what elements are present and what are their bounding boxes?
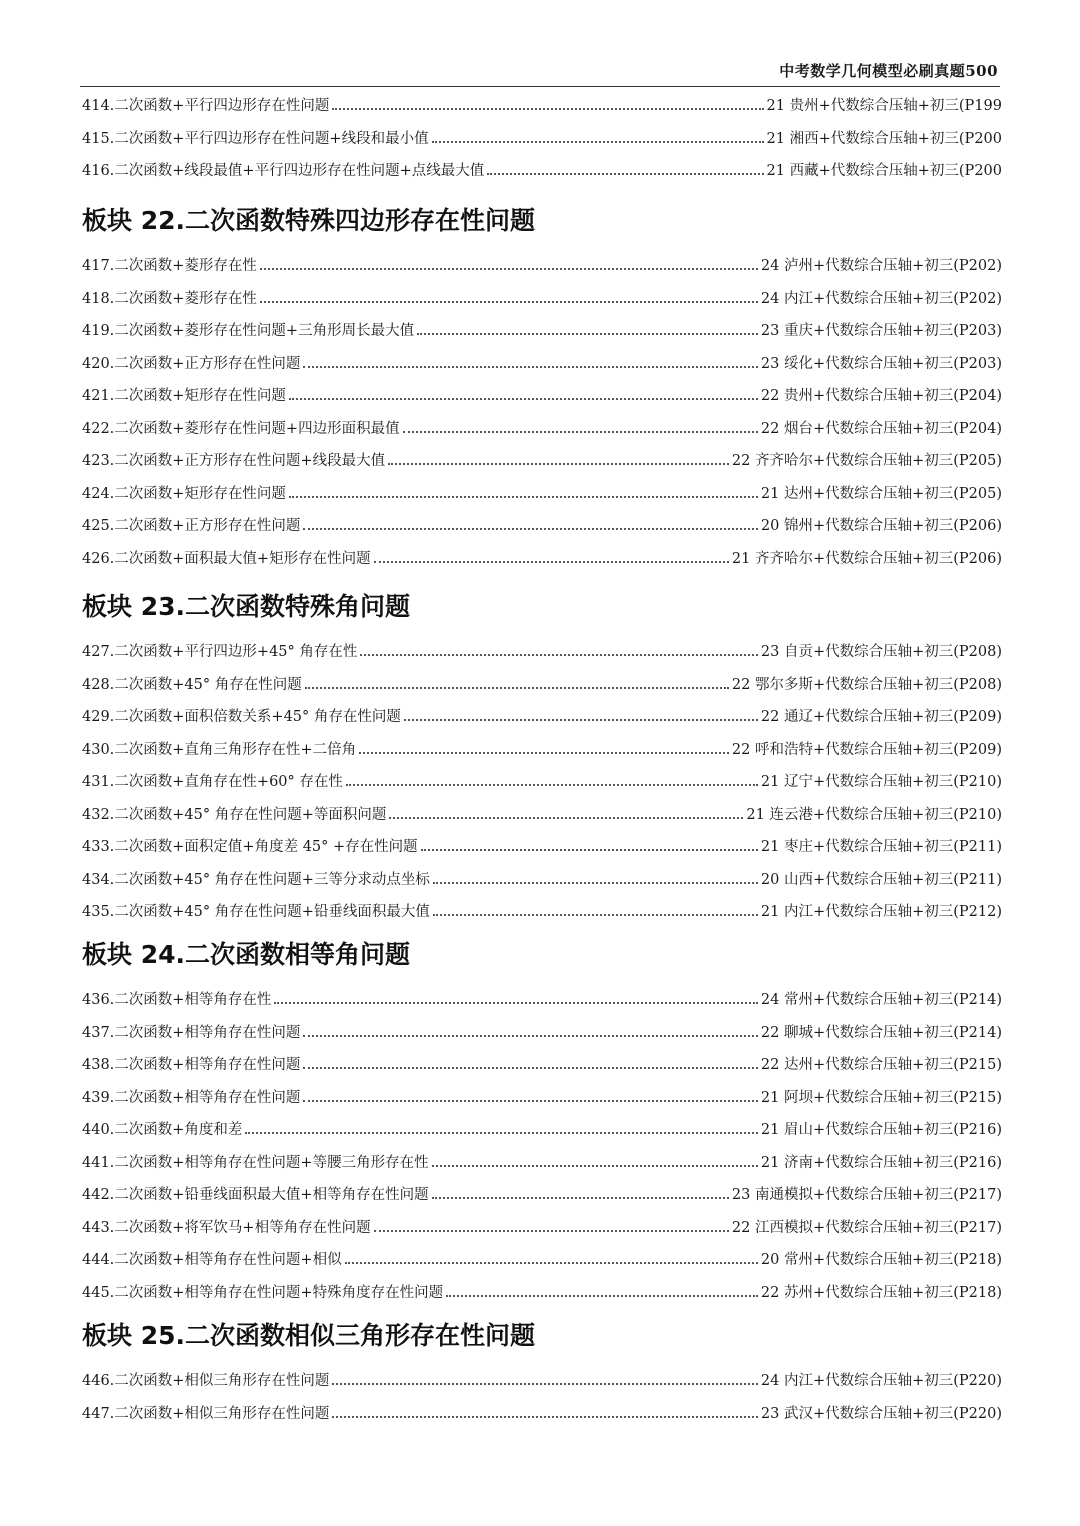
dot-leader	[389, 817, 743, 819]
toc-entry[interactable]	[82, 283, 1002, 316]
entry-reference: 22 江西模拟+代数综合压轴+初三(P217)	[731, 1219, 1002, 1236]
entry-reference: 20 山西+代数综合压轴+初三(P211)	[760, 871, 1002, 888]
section-heading: 板块 24.二次函数相等角问题	[82, 940, 410, 969]
toc-entry[interactable]	[82, 510, 1002, 543]
dot-leader	[245, 1132, 757, 1134]
toc-entry[interactable]	[82, 1277, 1002, 1310]
toc-entry[interactable]	[82, 90, 1002, 123]
dot-leader	[421, 849, 758, 851]
dot-leader	[487, 173, 763, 175]
toc-entry[interactable]	[82, 1212, 1002, 1245]
toc-entry[interactable]	[82, 155, 1002, 188]
toc-entry[interactable]	[82, 669, 1002, 702]
entry-reference: 24 内江+代数综合压轴+初三(P220)	[760, 1373, 1002, 1389]
entry-topic: 435.二次函数+45° 角存在性问题+铅垂线面积最大值	[82, 904, 430, 920]
dot-leader	[432, 1197, 729, 1199]
dot-leader	[446, 1295, 758, 1297]
entry-topic: 418.二次函数+菱形存在性	[82, 290, 257, 307]
toc-section-22	[82, 198, 1002, 575]
section-heading: 板块 25.二次函数相似三角形存在性问题	[82, 1321, 535, 1350]
entry-reference: 23 南通模拟+代数综合压轴+初三(P217)	[731, 1187, 1002, 1203]
toc-entry[interactable]	[82, 543, 1002, 576]
entry-reference: 23 绥化+代数综合压轴+初三(P203)	[760, 355, 1002, 372]
section-heading: 板块 23.二次函数特殊角问题	[82, 592, 410, 621]
dot-leader	[345, 1262, 758, 1264]
entry-reference: 21 齐齐哈尔+代数综合压轴+初三(P206)	[731, 550, 1002, 567]
entry-reference: 21 枣庄+代数综合压轴+初三(P211)	[760, 839, 1002, 855]
entry-reference: 21 贵州+代数综合压轴+初三(P199	[766, 98, 1002, 114]
toc-entry[interactable]	[82, 1049, 1002, 1082]
dot-leader	[360, 654, 757, 656]
dot-leader	[403, 431, 758, 433]
entry-reference: 22 烟台+代数综合压轴+初三(P204)	[760, 420, 1002, 437]
dot-leader	[332, 1416, 757, 1418]
entry-reference: 22 苏州+代数综合压轴+初三(P218)	[760, 1284, 1002, 1301]
entry-reference: 22 达州+代数综合压轴+初三(P215)	[760, 1057, 1002, 1073]
toc-entry[interactable]	[82, 413, 1002, 446]
dot-leader	[274, 1002, 757, 1004]
entry-reference: 20 常州+代数综合压轴+初三(P218)	[760, 1252, 1002, 1268]
toc-entry[interactable]	[82, 766, 1002, 799]
dot-leader	[305, 687, 729, 689]
entry-reference: 21 阿坝+代数综合压轴+初三(P215)	[760, 1089, 1002, 1106]
dot-leader	[289, 496, 758, 498]
entry-reference: 20 锦州+代数综合压轴+初三(P206)	[760, 518, 1002, 534]
entry-topic: 437.二次函数+相等角存在性问题	[82, 1024, 301, 1041]
entry-reference: 21 眉山+代数综合压轴+初三(P216)	[760, 1122, 1002, 1138]
entry-topic: 432.二次函数+45° 角存在性问题+等面积问题	[82, 806, 387, 823]
dot-leader	[404, 719, 758, 721]
entry-reference: 23 自贡+代数综合压轴+初三(P208)	[760, 644, 1002, 660]
entry-topic: 434.二次函数+45° 角存在性问题+三等分求动点坐标	[82, 871, 430, 888]
entry-topic: 445.二次函数+相等角存在性问题+特殊角度存在性问题	[82, 1284, 444, 1301]
entry-topic: 414.二次函数+平行四边形存在性问题	[82, 98, 330, 114]
entry-reference: 22 聊城+代数综合压轴+初三(P214)	[760, 1024, 1002, 1041]
header-divider	[80, 86, 1000, 87]
entry-topic: 416.二次函数+线段最值+平行四边形存在性问题+点线最大值	[82, 163, 485, 179]
toc-entry[interactable]	[82, 1147, 1002, 1180]
dot-leader	[303, 528, 757, 530]
entry-reference: 22 通辽+代数综合压轴+初三(P209)	[760, 709, 1002, 725]
dot-leader	[303, 1100, 757, 1102]
section-heading: 板块 22.二次函数特殊四边形存在性问题	[82, 206, 535, 235]
toc-entry[interactable]	[82, 1398, 1002, 1431]
entry-reference: 23 重庆+代数综合压轴+初三(P203)	[760, 323, 1002, 339]
dot-leader	[303, 1067, 757, 1069]
entry-topic: 428.二次函数+45° 角存在性问题	[82, 676, 302, 693]
entry-reference: 21 西藏+代数综合压轴+初三(P200	[766, 163, 1002, 179]
dot-leader	[303, 1035, 757, 1037]
entry-topic: 446.二次函数+相似三角形存在性问题	[82, 1373, 330, 1389]
toc-entry[interactable]	[82, 348, 1002, 381]
entry-topic: 417.二次函数+菱形存在性	[82, 258, 257, 274]
toc-section-24	[82, 932, 1002, 1309]
toc-entry[interactable]	[82, 734, 1002, 767]
entry-topic: 427.二次函数+平行四边形+45° 角存在性	[82, 644, 358, 660]
entry-topic: 444.二次函数+相等角存在性问题+相似	[82, 1252, 342, 1268]
toc-entry[interactable]	[82, 1244, 1002, 1277]
dot-leader	[332, 1383, 757, 1385]
toc-entry[interactable]	[82, 250, 1002, 283]
entry-topic: 425.二次函数+正方形存在性问题	[82, 518, 301, 534]
entry-reference: 24 常州+代数综合压轴+初三(P214)	[760, 992, 1002, 1008]
entry-reference: 24 泸州+代数综合压轴+初三(P202)	[760, 258, 1002, 274]
entry-topic: 415.二次函数+平行四边形存在性问题+线段和最小值	[82, 130, 429, 147]
entry-topic: 424.二次函数+矩形存在性问题	[82, 485, 286, 502]
entry-topic: 439.二次函数+相等角存在性问题	[82, 1089, 301, 1106]
entry-topic: 426.二次函数+面积最大值+矩形存在性问题	[82, 550, 371, 567]
toc-entry[interactable]	[82, 984, 1002, 1017]
dot-leader	[260, 268, 758, 270]
entry-topic: 447.二次函数+相似三角形存在性问题	[82, 1405, 330, 1422]
entry-topic: 429.二次函数+面积倍数关系+45° 角存在性问题	[82, 709, 401, 725]
dot-leader	[289, 398, 758, 400]
entry-topic: 441.二次函数+相等角存在性问题+等腰三角形存在性	[82, 1154, 429, 1171]
dot-leader	[433, 914, 758, 916]
entry-reference: 21 连云港+代数综合压轴+初三(P210)	[746, 806, 1002, 823]
entry-topic: 431.二次函数+直角存在性+60° 存在性	[82, 774, 343, 790]
dot-leader	[432, 141, 764, 143]
entry-topic: 430.二次函数+直角三角形存在性+二倍角	[82, 741, 357, 758]
entry-reference: 21 辽宁+代数综合压轴+初三(P210)	[760, 774, 1002, 790]
toc-entry[interactable]	[82, 896, 1002, 929]
entry-reference: 21 济南+代数综合压轴+初三(P216)	[760, 1154, 1002, 1171]
toc-entry[interactable]	[82, 701, 1002, 734]
dot-leader	[303, 366, 757, 368]
toc-entry[interactable]	[82, 380, 1002, 413]
entry-reference: 22 呼和浩特+代数综合压轴+初三(P209)	[731, 741, 1002, 758]
entry-topic: 422.二次函数+菱形存在性问题+四边形面积最值	[82, 420, 400, 437]
dot-leader	[432, 1165, 758, 1167]
toc-entry[interactable]	[82, 478, 1002, 511]
entry-topic: 443.二次函数+将军饮马+相等角存在性问题	[82, 1219, 371, 1236]
entry-reference: 21 内江+代数综合压轴+初三(P212)	[760, 904, 1002, 920]
dot-leader	[374, 1230, 729, 1232]
toc-entry[interactable]	[82, 1179, 1002, 1212]
entry-topic: 420.二次函数+正方形存在性问题	[82, 355, 301, 372]
entry-reference: 22 齐齐哈尔+代数综合压轴+初三(P205)	[731, 453, 1002, 469]
entry-topic: 419.二次函数+菱形存在性问题+三角形周长最大值	[82, 323, 415, 339]
entry-topic: 433.二次函数+面积定值+角度差 45° +存在性问题	[82, 839, 418, 855]
entry-topic: 421.二次函数+矩形存在性问题	[82, 388, 286, 404]
dot-leader	[433, 882, 758, 884]
dot-leader	[388, 463, 729, 465]
toc-entry[interactable]	[82, 123, 1002, 156]
dot-leader	[417, 333, 758, 335]
entry-reference: 22 贵州+代数综合压轴+初三(P204)	[760, 388, 1002, 404]
dot-leader	[359, 752, 729, 754]
entry-reference: 21 达州+代数综合压轴+初三(P205)	[760, 485, 1002, 502]
toc-entry[interactable]	[82, 1017, 1002, 1050]
toc-entry[interactable]	[82, 799, 1002, 832]
entry-reference: 21 湘西+代数综合压轴+初三(P200	[766, 130, 1002, 147]
dot-leader	[346, 784, 758, 786]
toc-section-23	[82, 584, 1002, 929]
running-header-title: 中考数学几何模型必刷真题500	[779, 62, 998, 80]
entry-reference: 24 内江+代数综合压轴+初三(P202)	[760, 290, 1002, 307]
entry-topic: 436.二次函数+相等角存在性	[82, 992, 272, 1008]
entry-reference: 22 鄂尔多斯+代数综合压轴+初三(P208)	[731, 676, 1002, 693]
toc-entry[interactable]	[82, 1365, 1002, 1398]
toc-entry[interactable]	[82, 864, 1002, 897]
toc-entry[interactable]	[82, 636, 1002, 669]
entry-topic: 440.二次函数+角度和差	[82, 1122, 243, 1138]
entry-reference: 23 武汉+代数综合压轴+初三(P220)	[760, 1405, 1002, 1422]
toc-section-25	[82, 1313, 1002, 1430]
toc-entry[interactable]	[82, 831, 1002, 864]
toc-entry[interactable]	[82, 1114, 1002, 1147]
entry-topic: 438.二次函数+相等角存在性问题	[82, 1057, 301, 1073]
toc-entry[interactable]	[82, 1082, 1002, 1115]
toc-entry[interactable]	[82, 445, 1002, 478]
entry-topic: 423.二次函数+正方形存在性问题+线段最大值	[82, 453, 386, 469]
dot-leader	[332, 108, 763, 110]
entry-topic: 442.二次函数+铅垂线面积最大值+相等角存在性问题	[82, 1187, 429, 1203]
dot-leader	[374, 561, 729, 563]
toc-entry[interactable]	[82, 315, 1002, 348]
dot-leader	[260, 301, 758, 303]
toc-section-continued	[82, 90, 1002, 188]
